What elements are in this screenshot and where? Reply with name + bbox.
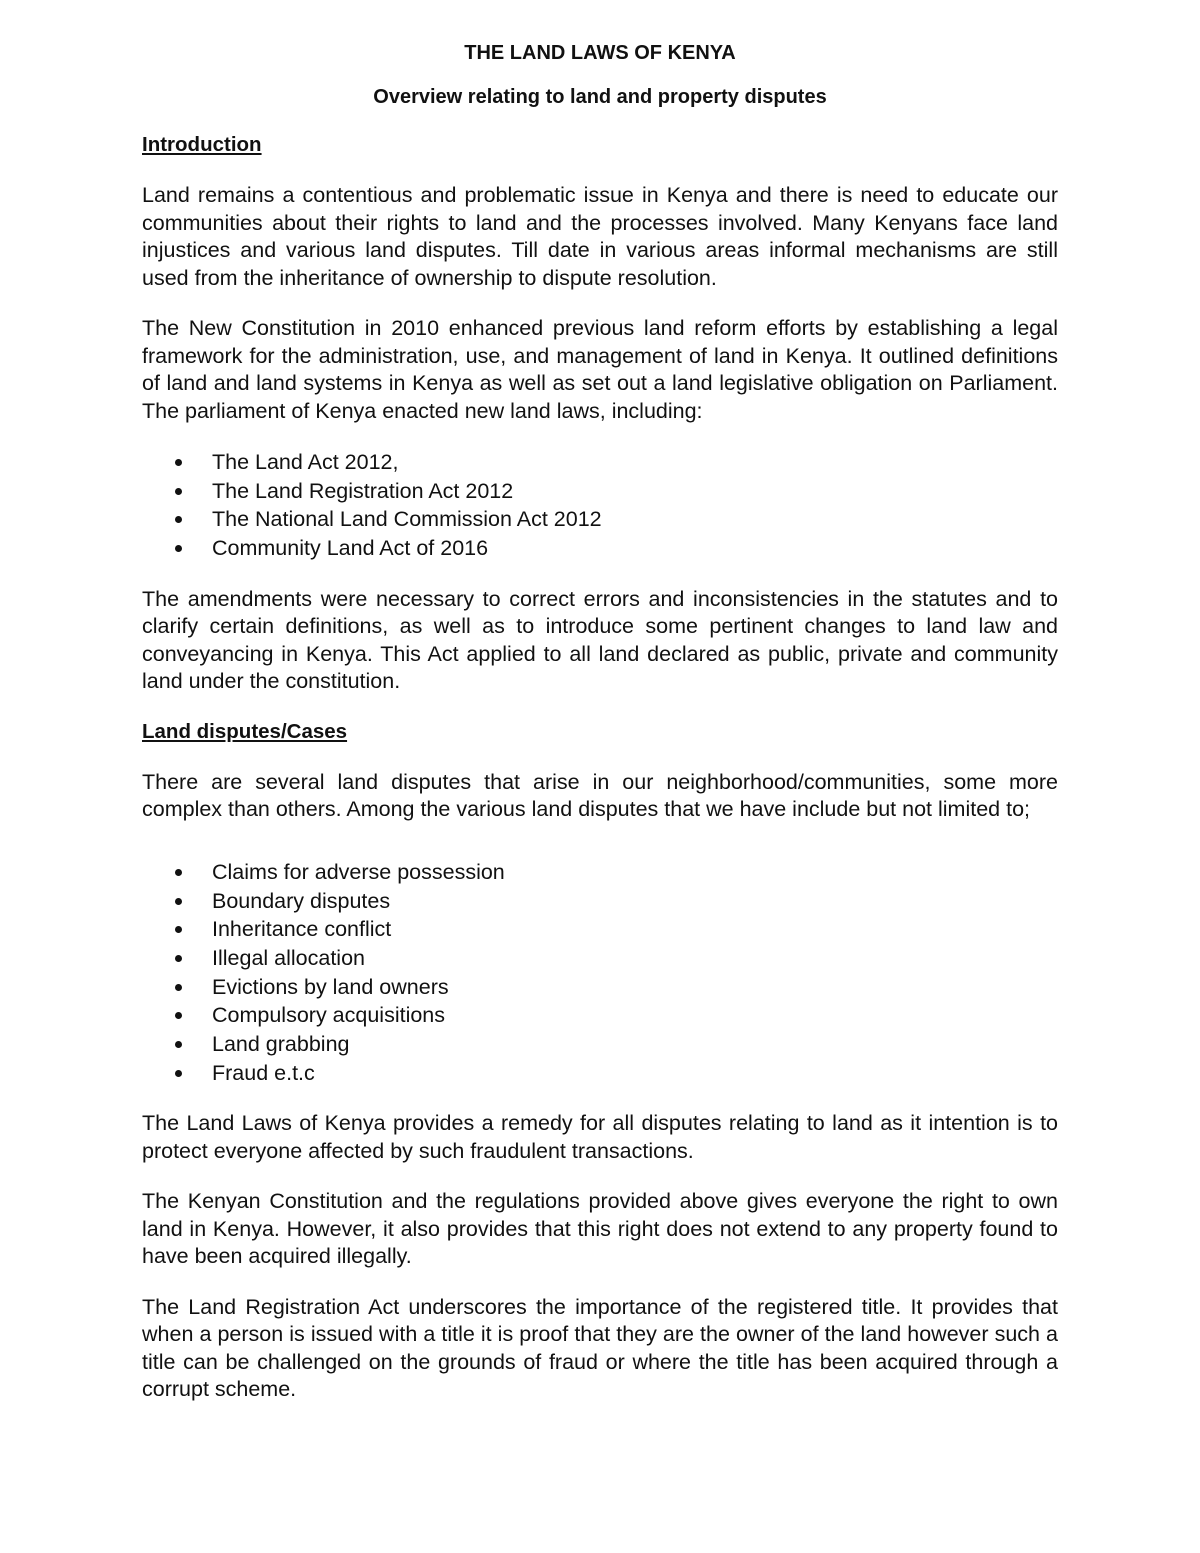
paragraph-amendments: The amendments were necessary to correct errors and inconsistencies in the statutes and to clarify certain definitions, as well as to introduce some pertinent changes to land law and conveyancing in Kenya. This Act applied to all land declared as public, private and community land under the constitution. <box>142 586 1058 694</box>
paragraph-registered-title: The Land Registration Act underscores the importance of the registered title. It provides that when a person is issued with a title it is proof that they are the owner of the land however such a title can be challenged on the grounds of fraud or where the title has been acquired through a corrupt scheme. <box>142 1294 1058 1402</box>
list-item: Claims for adverse possession <box>142 858 1058 887</box>
dispute-types-list <box>142 858 1058 1088</box>
document-subtitle: Overview relating to land and property disputes <box>373 86 827 108</box>
land-laws-list <box>142 448 1058 563</box>
paragraph-constitution-rights: The Kenyan Constitution and the regulations provided above gives everyone the right to own land in Kenya. However, it also provides that this right does not extend to any property found to have been acquired illegally. <box>142 1189 1058 1269</box>
list-item: Community Land Act of 2016 <box>142 534 1058 563</box>
list-item: Inheritance conflict <box>142 915 1058 944</box>
list-item: Compulsory acquisitions <box>142 1001 1058 1030</box>
list-item: The Land Act 2012, <box>142 448 1058 477</box>
paragraph-remedy: The Land Laws of Kenya provides a remedy for all disputes relating to land as it intention is to protect everyone affected by such fraudulent transactions. <box>142 1111 1058 1163</box>
list-item: The Land Registration Act 2012 <box>142 477 1058 506</box>
paragraph-intro-2: The New Constitution in 2010 enhanced previous land reform efforts by establishing a legal framework for the administration, use, and management of land in Kenya. It outlined definitions of land and land systems in Kenya as well as set out a land legislative obligation on Parliament. The parliament of Kenya enacted new land laws, including: <box>142 316 1058 423</box>
section-heading-land-disputes: Land disputes/Cases <box>142 719 348 743</box>
list-item: Evictions by land owners <box>142 973 1058 1002</box>
document-title: THE LAND LAWS OF KENYA <box>464 42 736 64</box>
document-page <box>142 40 1058 1427</box>
list-item: Fraud e.t.c <box>142 1059 1058 1088</box>
section-heading-introduction: Introduction <box>142 133 262 156</box>
list-item: The National Land Commission Act 2012 <box>142 505 1058 534</box>
list-item: Land grabbing <box>142 1030 1058 1059</box>
list-item: Illegal allocation <box>142 944 1058 973</box>
list-item: Boundary disputes <box>142 887 1058 916</box>
paragraph-disputes-intro: There are several land disputes that arise in our neighborhood/communities, some more complex than others. Among the various land disputes that we have include but not limited to; <box>142 769 1058 822</box>
paragraph-intro-1: Land remains a contentious and problematic issue in Kenya and there is need to educate our communities about their rights to land and the processes involved. Many Kenyans face land injustices and various land disputes. Till date in various areas informal mechanisms are still used from the inheritance of ownership to dispute resolution. <box>142 183 1058 290</box>
